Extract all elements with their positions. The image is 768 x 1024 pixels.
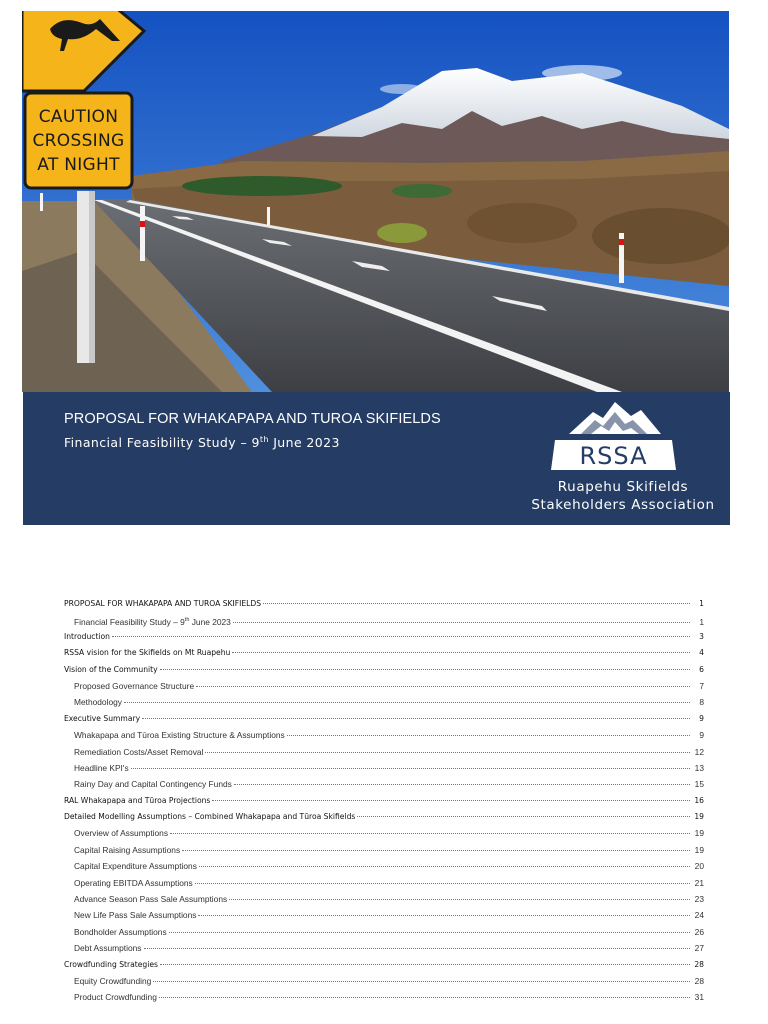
document-title: PROPOSAL FOR WHAKAPAPA AND TUROA SKIFIELDS xyxy=(64,411,441,427)
toc-leader-dots xyxy=(144,948,691,949)
toc-leader-dots xyxy=(153,981,690,982)
toc-entry-title: Detailed Modelling Assumptions – Combined Whakapapa and Tūroa Skifields xyxy=(64,812,356,822)
toc-entry-title: Introduction xyxy=(64,631,110,641)
sign-line-2: CROSSING xyxy=(32,130,125,151)
toc-entry-title: New Life Pass Sale Assumptions xyxy=(74,910,197,921)
toc-entry-title: Remediation Costs/Asset Removal xyxy=(74,746,204,757)
toc-leader-dots xyxy=(170,833,690,834)
toc-leader-dots xyxy=(131,768,690,769)
toc-entry-title: Equity Crowdfunding xyxy=(74,975,152,986)
toc-entry[interactable] xyxy=(64,612,704,628)
road-mountain-illustration xyxy=(22,11,729,392)
toc-entry-title: Product Crowdfunding xyxy=(74,992,157,1003)
toc-page-number: 1 xyxy=(699,599,704,608)
toc-entry[interactable] xyxy=(64,694,704,710)
toc-leader-dots xyxy=(142,718,690,719)
toc-entry-title: Headline KPI's xyxy=(74,762,129,773)
toc-entry[interactable] xyxy=(64,891,704,907)
toc-entry-title: Executive Summary xyxy=(64,713,141,723)
toc-entry-title: RAL Whakapapa and Tūroa Projections xyxy=(64,795,211,805)
toc-entry[interactable] xyxy=(64,776,704,792)
toc-leader-dots xyxy=(160,964,690,965)
toc-leader-dots xyxy=(232,652,690,653)
toc-page-number: 9 xyxy=(699,730,704,741)
toc-entry-title: Capital Expenditure Assumptions xyxy=(74,861,197,872)
toc-entry-title: PROPOSAL FOR WHAKAPAPA AND TUROA SKIFIELDS xyxy=(64,599,262,608)
toc-entry-title: Methodology xyxy=(74,697,122,708)
toc-leader-dots xyxy=(112,636,690,637)
toc-entry-title: Operating EBITDA Assumptions xyxy=(74,877,193,888)
cover-photo xyxy=(22,11,729,392)
sign-line-1: CAUTION xyxy=(38,106,119,127)
title-banner xyxy=(23,392,730,525)
toc-page-number: 19 xyxy=(694,812,704,822)
toc-entry[interactable] xyxy=(64,678,704,694)
toc-entry[interactable] xyxy=(64,793,704,809)
toc-page-number: 19 xyxy=(694,828,704,839)
toc-leader-dots xyxy=(234,784,690,785)
toc-leader-dots xyxy=(198,915,690,916)
toc-leader-dots xyxy=(182,850,690,851)
toc-leader-dots xyxy=(124,702,690,703)
toc-entry[interactable] xyxy=(64,596,704,612)
rssa-logo xyxy=(551,398,676,470)
toc-leader-dots xyxy=(205,752,690,753)
toc-page-number: 23 xyxy=(694,894,704,905)
caution-sign xyxy=(25,93,132,188)
toc-leader-dots xyxy=(233,622,690,623)
toc-entry[interactable] xyxy=(64,629,704,645)
toc-leader-dots xyxy=(287,735,690,736)
toc-page-number: 1 xyxy=(699,617,704,628)
toc-leader-dots xyxy=(196,686,690,687)
toc-entry-title: Whakapapa and Tūroa Existing Structure & Assumptions xyxy=(74,730,285,741)
toc-page-number: 3 xyxy=(699,631,704,641)
table-of-contents xyxy=(64,596,704,1006)
toc-leader-dots xyxy=(195,883,690,884)
toc-entry-title: Advance Season Pass Sale Assumptions xyxy=(74,894,228,905)
toc-page-number: 31 xyxy=(694,992,704,1003)
toc-page-number: 16 xyxy=(694,795,704,805)
toc-page-number: 19 xyxy=(694,844,704,855)
toc-page-number: 15 xyxy=(694,779,704,790)
subtitle-superscript: th xyxy=(259,435,269,444)
toc-entry-title: Rainy Day and Capital Contingency Funds xyxy=(74,779,232,790)
toc-entry[interactable] xyxy=(64,662,704,678)
toc-page-number: 9 xyxy=(699,713,704,723)
document-subtitle xyxy=(64,435,340,450)
toc-entry[interactable] xyxy=(64,858,704,874)
subtitle-date: June 2023 xyxy=(268,435,340,451)
toc-leader-dots xyxy=(212,800,690,801)
toc-page-number: 20 xyxy=(694,861,704,872)
toc-leader-dots xyxy=(160,669,690,670)
toc-leader-dots xyxy=(199,866,690,867)
toc-entry-title: Debt Assumptions xyxy=(74,943,142,954)
toc-entry[interactable] xyxy=(64,727,704,743)
toc-entry-title: Vision of the Community xyxy=(64,664,158,674)
toc-page-number: 28 xyxy=(694,975,704,986)
subtitle-text: Financial Feasibility Study – 9 xyxy=(64,435,260,451)
toc-page-number: 27 xyxy=(694,943,704,954)
toc-entry[interactable] xyxy=(64,875,704,891)
toc-entry[interactable] xyxy=(64,711,704,727)
toc-page-number: 4 xyxy=(699,648,704,658)
org-name-line-1: Ruapehu Skifields xyxy=(557,479,689,495)
toc-entry-title: Bondholder Assumptions xyxy=(74,926,167,937)
toc-entry-title: Overview of Assumptions xyxy=(74,828,169,839)
toc-entry[interactable] xyxy=(64,645,704,661)
toc-page-number: 6 xyxy=(699,664,704,674)
toc-entry[interactable] xyxy=(64,760,704,776)
logo-text: RSSA xyxy=(579,442,648,470)
toc-leader-dots xyxy=(263,603,690,604)
toc-entry-title: Crowdfunding Strategies xyxy=(64,959,158,969)
toc-entry[interactable] xyxy=(64,825,704,841)
toc-page-number: 12 xyxy=(694,746,704,757)
toc-entry[interactable] xyxy=(64,989,704,1005)
toc-entry[interactable] xyxy=(64,744,704,760)
toc-page-number: 7 xyxy=(699,680,704,691)
toc-entry[interactable] xyxy=(64,907,704,923)
toc-entry[interactable] xyxy=(64,809,704,825)
toc-entry[interactable] xyxy=(64,940,704,956)
toc-entry-title: Financial Feasibility Study – 9th June 2023 xyxy=(74,617,231,628)
toc-leader-dots xyxy=(169,932,690,933)
sign-line-3: AT NIGHT xyxy=(37,154,120,175)
toc-page-number: 8 xyxy=(699,697,704,708)
toc-leader-dots xyxy=(357,816,690,817)
toc-page-number: 26 xyxy=(694,926,704,937)
toc-leader-dots xyxy=(229,899,690,900)
toc-entry-title: Capital Raising Assumptions xyxy=(74,844,181,855)
toc-entry-title: RSSA vision for the Skifields on Mt Ruapehu xyxy=(64,648,231,658)
org-name-line-2: Stakeholders Association xyxy=(531,497,715,513)
toc-page-number: 13 xyxy=(694,762,704,773)
toc-page-number: 28 xyxy=(694,959,704,969)
toc-page-number: 21 xyxy=(694,877,704,888)
toc-entry-title: Proposed Governance Structure xyxy=(74,680,195,691)
toc-entry[interactable] xyxy=(64,924,704,940)
toc-entry[interactable] xyxy=(64,842,704,858)
toc-entry[interactable] xyxy=(64,957,704,973)
toc-entry[interactable] xyxy=(64,973,704,989)
toc-page-number: 24 xyxy=(694,910,704,921)
toc-leader-dots xyxy=(159,997,690,998)
